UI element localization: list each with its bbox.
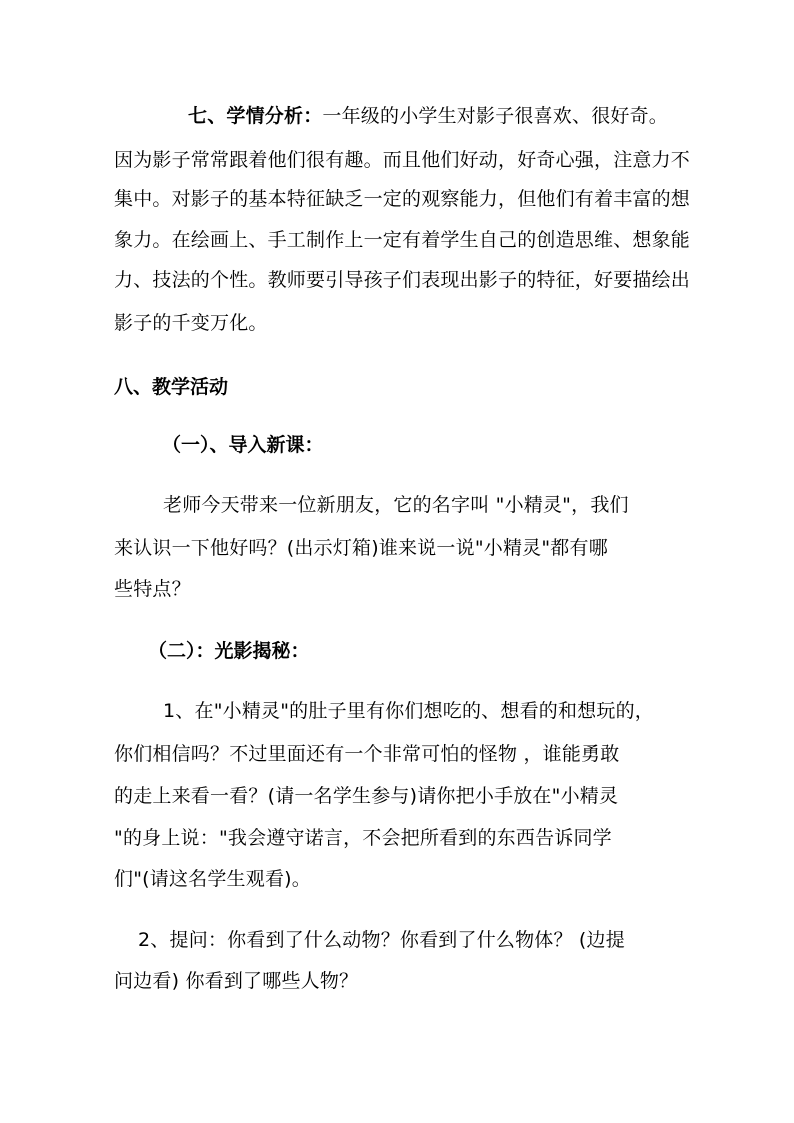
section7-line-1: 因为影子常常跟着他们很有趣。而且他们好动，好奇心强，注意力不 <box>114 149 691 171</box>
section7-line-3: 象力。在绘画上、手工制作上一定有着学生自己的创造思维、想象能 <box>114 229 691 251</box>
item2-line-0: 2、提问：你看到了什么动物？你看到了什么物体？ (边提 <box>138 929 625 951</box>
section7-first-line <box>188 105 668 127</box>
section8-heading: 八、教学活动 <box>114 376 229 398</box>
part2-heading: （二）：光影揭秘： <box>148 640 310 662</box>
part1-line-0: 老师今天带来一位新朋友，它的名字叫 "小精灵"，我们 <box>163 494 629 516</box>
item2-line-1: 问边看) 你看到了哪些人物？ <box>114 970 359 992</box>
section7-line-0: 一年级的小学生对影子很喜欢、很好奇。 <box>322 105 669 127</box>
section7-heading: 七、学情分析： <box>188 105 323 127</box>
item1-line-4: 们"(请这名学生观看)。 <box>114 868 311 890</box>
section7-line-5: 影子的千变万化。 <box>114 312 268 334</box>
item1-line-0: 1、在"小精灵"的肚子里有你们想吃的、想看的和想玩的， <box>163 700 654 722</box>
item1-line-2: 的走上来看一看？(请一名学生参与)请你把小手放在"小精灵 <box>114 785 619 807</box>
part1-heading: （一）、导入新课： <box>162 434 324 456</box>
section7-line-4: 力、技法的个性。教师要引导孩子们表现出影子的特征，好要描绘出 <box>114 269 691 291</box>
item1-line-3: "的身上说："我会遵守诺言，不会把所看到的东西告诉同学 <box>114 827 612 849</box>
section7-line-2: 集中。对影子的基本特征缺乏一定的观察能力，但他们有着丰富的想 <box>114 188 691 210</box>
item1-line-1: 你们相信吗？不过里面还有一个非常可怕的怪物 ，谁能勇敢 <box>114 743 620 765</box>
part1-line-2: 些特点？ <box>114 578 191 600</box>
part1-line-1: 来认识一下他好吗？(出示灯箱)谁来说一说"小精灵"都有哪 <box>114 537 608 559</box>
